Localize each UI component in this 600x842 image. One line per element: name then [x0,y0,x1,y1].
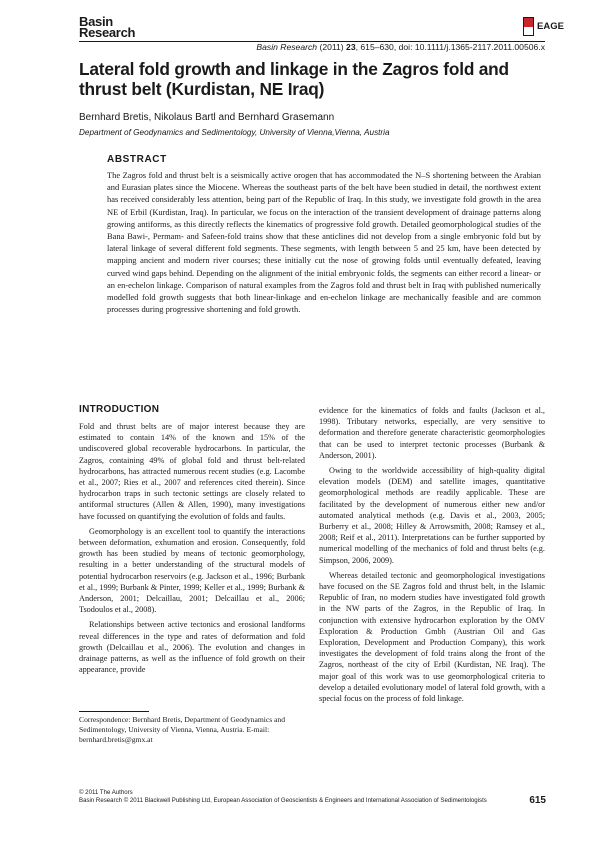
journal-logo-line1: Basin [79,14,113,29]
publisher-logo-icon [523,17,534,36]
correspondence-note: Correspondence: Bernhard Bretis, Department of Geodynamics and Sedimentology, University of Vienna, Vienna, Austria. E-mail: bernhard.bretis@gmx.at [79,715,286,744]
intro-paragraph: evidence for the kinematics of folds and faults (Jackson et al., 1998). Tributary networks, especially, are very sensitive to deformation and therefore generate characteristic geomorphologies that can be used to interpret tectonic processes (Burbank & Anderson, 2001). [319,406,545,460]
page-number: 615 [529,795,546,806]
intro-paragraph: Owing to the worldwide accessibility of high-quality digital elevation models (DEM) and satellite images, quantitative geomorphological methods are readily applicable. These are facilitated by the development of numerous either new and/or automated analytical methods (e.g. Davis et al., 2003, 2005; Burberry et al., 2008; Hilley & Arrowsmith, 2008; Ramsey et al., 2008; Reif et al., 2011). Interpretations can be further supported by numerical modelling of the mechanics of fold and thrust belts (e.g. Simpson, 2006, 2009). [319,466,545,565]
citation-volume: 23 [346,42,356,52]
abstract-heading: ABSTRACT [107,154,167,165]
left-column [79,421,305,675]
intro-paragraph: Fold and thrust belts are of major interest because they are estimated to contain 14% of the known and 15% of the undiscovered global recoverable hydrocarbons. In particular, the Zagros, containing 49% of global fold and thrust belt-related hydrocarbons, has attracted numerous recent studies (e.g. Lacombe et al., 2007; Ries et al., 2007 and references cited therein). Since hydrocarbon traps in such tectonic settings are closely related to antiformal structures (Allen & Allen, 1990), many investigations have focussed on quantifying the evolution of folds and faults. [79,422,305,521]
citation-journal: Basin Research [256,42,318,52]
copyright-authors: © 2011 The Authors [79,789,133,796]
citation-line [215,42,545,52]
abstract-text: The Zagros fold and thrust belt is a seismically active orogen that has accommodated the N–S shortening between the Arabian and Eurasian plates since the Miocene. Whereas the southeast parts of the belt have been studied in detail, the northwest extent has received considerably less attention, being part of the Republic of Iraq. In this study, we investigate fold growth in the area NE of Erbil (Kurdistan, Iraq). In particular, we focus on the interaction of the transient development of drainage patterns along growing antiforms, as this directly reflects the kinematics of progressive fold growth. Detailed geomorphological studies of the Bana Bawi-, Permam- and Safeen-fold trains show that these anticlines did not develop from a single embryonic fold but by lateral linkage of several different fold segments. These segments, with length between 5 and 25 km, have been detected by mapping ancient and modern river courses; these initially cut the nose of growing folds until eventually defeated, leaving curved wind gaps behind. Depending on the alignment of the initial embryonic folds, the segments can either record a linear- or an en-echelon linkage. Comparison of natural examples from the Zagros fold and thrust belt in Iraq with published numerically modelled fold growth suggests that both linear-linkage and en-echelon linkage are mechanically feasible and are common processes during progressive shortening and fold growth. [107,170,541,315]
journal-logo-line2: Research [79,25,136,40]
copyright-publisher: Basin Research © 2011 Blackwell Publishing Ltd, European Association of Geoscientists & Engineers and International Association of Sedimentologists [79,797,487,805]
intro-paragraph: Geomorphology is an excellent tool to quantify the interactions between deformation, exhumation and erosion. Consequently, fold growth has been studied by means of tectonic geomorphology, resulting in a better understanding of the structural models of potential hydrocarbon reservoirs (e.g. Jackson et al., 1996; Burbank et al., 1999; Burbank & Pinter, 1999; Keller et al., 1999; Burbank & Anderson, 2001; Delcaillau, 2001; Delcaillau et al., 2006; Tsodoulos et al., 2008). [79,526,305,615]
right-column [319,405,545,704]
citation-year: (2011) [319,42,344,52]
intro-paragraph: Relationships between active tectonics and erosional landforms reveal differences in the type and rates of deformation and fold growth (Delcaillau et al., 2006). The evolution and changes in drainage patterns, as well as the influence of fold growth on their appearance, provide [79,620,305,675]
publisher-name: EAGE [537,21,564,32]
intro-paragraph: Whereas detailed tectonic and geomorphological investigations have focused on the SE Zagros fold and thrust belt, in the Islamic Republic of Iran, no modern studies have investigated fold growth in the NW parts of the Zagros, in the Republic of Iraq. In conjunction with extensive hydrocarbon exploration by the OMV Exploration & Production Gmbh (Austrian Oil and Gas Exploration, Development and Production Company), this work investigates the development of fold trains along the front of the Zagros, northeast of the city of Erbil (Kurdistan, NE Iraq). The major goal of this work was to use geomorphological criteria to develop a detailed evolutionary model of lateral fold growth, with a special focus on the process of fold linkage. [319,570,545,704]
citation-pages-doi: , 615–630, doi: 10.1111/j.1365-2117.2011.00506.x [355,42,545,52]
introduction-heading: INTRODUCTION [79,404,160,415]
footnote-rule [79,711,149,712]
author-affiliation: Department of Geodynamics and Sedimentology, University of Vienna,Vienna, Austria [79,128,390,137]
article-authors: Bernhard Bretis, Nikolaus Bartl and Bernhard Grasemann [79,112,335,123]
journal-logo [79,16,163,40]
page-footer [79,789,549,805]
abstract-body [107,169,541,315]
article-title: Lateral fold growth and linkage in the Zagros fold and thrust belt (Kurdistan, NE Iraq) [79,59,509,99]
